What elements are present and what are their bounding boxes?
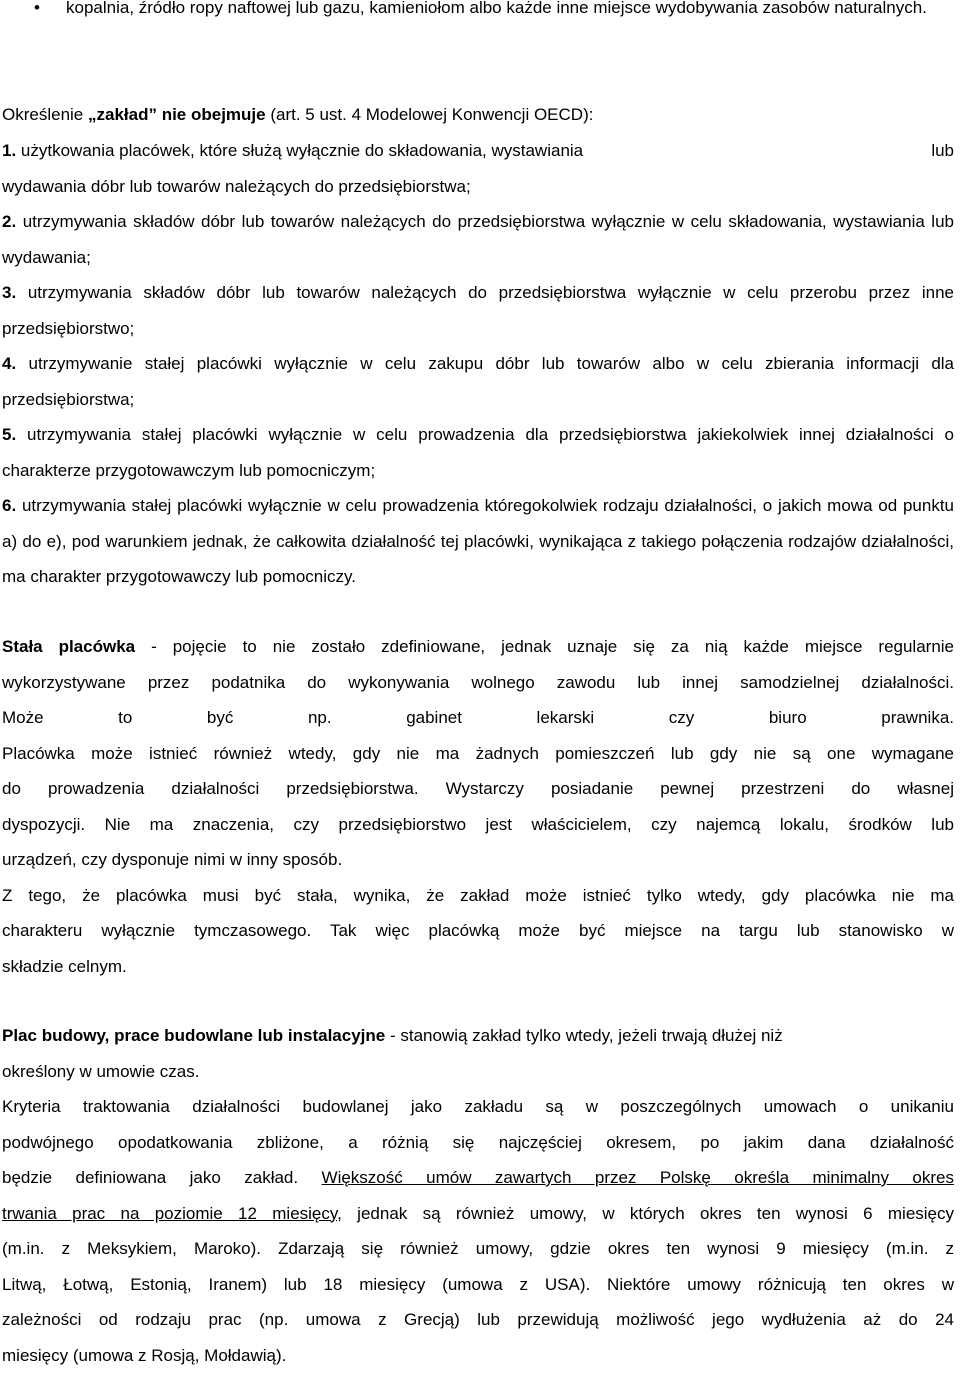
exclusion-item-5: 5. utrzymywania stałej placówki wyłącznie w celu prowadzenia dla przedsiębiorstwa jakiekolwiek innej działalności o charakterze przygotowawczym lub pomocniczym; xyxy=(2,425,954,480)
item-number: 6. xyxy=(2,496,17,515)
plac-budowy-criteria: Kryteria traktowania działalności budowlanej jako zakładu są w poszczególnych umowach o unikaniu podwójnego opodatkowania zbliżone, a różnią się najczęściej okresem, po jakim dana działalność będzie definiowana jako zakład. Większość umów zawartych przez Polskę określa minimalny okres trwania prac na poziomie 12 miesięcy, jednak są również umowy, w których okres ten wynosi 6 miesięcy (m.in. z Meksykiem, Maroko). Zdarzają się również umowy, gdzie okres ten wynosi 9 miesięcy (m.in. z Litwą, Łotwą, Estonią, Iranem) lub 18 miesięcy (umowa z USA). Niektóre umowy różnicują ten okres w zależności od rodzaju prac (np. umowa z Grecją) lub przewidują możliwość jego wydłużenia aż do 24 miesięcy (umowa z Rosją, Mołdawią). xyxy=(2,1097,955,1365)
plac-term: Plac budowy, prace budowlane lub instalacyjne xyxy=(2,1026,386,1045)
exclusion-item-2: 2. utrzymywania składów dóbr lub towarów należących do przedsiębiorstwa wyłącznie w celu składowania, wystawiania lub wydawania; xyxy=(2,212,954,267)
stala-placowka-section: Stała placówka - pojęcie to nie zostało zdefiniowane, jednak uznaje się za nią każde miejsce regularnie wykorzystywane przez podatnika do wykonywania wolnego zawodu lub innej samodzielnej działalności. Może to być np. gabinet lekarski czy biuro prawnika. Placówka może istnieć również wtedy, gdy nie ma żadnych pomieszczeń lub gdy nie są one wymagane do prowadzenia działalności przedsiębiorstwa. Wystarczy posiadanie pewnej przestrzeni do własnej dyspozycji. Nie ma znaczenia, czy przedsiębiorstwo jest właścicielem, czy najemcą lokalu, środków lub urządzeń, czy dysponuje nimi w inny sposób. Z tego, że placówka musi być stała, wynika, że zakład może istnieć tylko wtedy, gdy placówka nie ma charakteru wyłącznie tymczasowego. Tak więc placówką może być miejsce na targu lub stanowisko w składzie celnym. xyxy=(2,629,954,984)
item-number: 1. xyxy=(2,141,17,160)
stala-line-1: Stała placówka - pojęcie to nie zostało zdefiniowane, jednak uznaje się za nią każde miejsce regularnie xyxy=(2,637,955,656)
intro-mid: nie obejmuje xyxy=(156,105,266,124)
bullet-text: kopalnia, źródło ropy naftowej lub gazu, kamieniołom albo każde inne miejsce wydobywania zasobów naturalnych. xyxy=(66,0,927,17)
exclusion-item-1: 1. użytkowania placówek, które służą wyłącznie do składowania, wystawiania lub wydawania dóbr lub towarów należących do przedsiębiorstwa; xyxy=(2,141,954,196)
bullet-icon: • xyxy=(34,0,40,17)
exclusion-item-6: 6. utrzymywania stałej placówki wyłącznie w celu prowadzenia któregokolwiek rodzaju działalności, o jakich mowa od punktu a) do e), pod warunkiem jednak, że całkowita działalność tej placówki, wynikająca z takiego połączenia rodzajów działalności, ma charakter przygotowawczy lub pomocniczy. xyxy=(2,496,954,586)
plac-budowy-section: Plac budowy, prace budowlane lub instalacyjne - stanowią zakład tylko wtedy, jeżeli trwają dłużej niż określony w umowie czas. xyxy=(2,1018,954,1089)
exclusion-item-4: 4. utrzymywanie stałej placówki wyłącznie w celu zakupu dóbr lub towarów albo w celu zbierania informacji dla przedsiębiorstwa; xyxy=(2,354,954,409)
item-number: 2. xyxy=(2,212,17,231)
item-number: 3. xyxy=(2,283,17,302)
intro-term: „zakład” xyxy=(87,105,157,124)
exclusions-intro: Określenie „zakład” nie obejmuje (art. 5 ust. 4 Modelowej Konwencji OECD): xyxy=(2,105,594,124)
exclusion-item-3: 3. utrzymywania składów dóbr lub towarów należących do przedsiębiorstwa wyłącznie w celu przerobu przez inne przedsiębiorstwo; xyxy=(2,283,954,338)
stala-term: Stała placówka xyxy=(2,637,136,656)
plac-line-1: Plac budowy, prace budowlane lub instalacyjne - stanowią zakład tylko wtedy, jeżeli trwają dłużej niż xyxy=(2,1026,783,1045)
item-number: 5. xyxy=(2,425,17,444)
item-number: 4. xyxy=(2,354,17,373)
underlined-note-part-2: trwania prac na poziomie 12 miesięcy xyxy=(2,1203,338,1223)
underlined-note-part-1: Większość umów zawartych przez Polskę określa minimalny okres xyxy=(321,1168,954,1187)
